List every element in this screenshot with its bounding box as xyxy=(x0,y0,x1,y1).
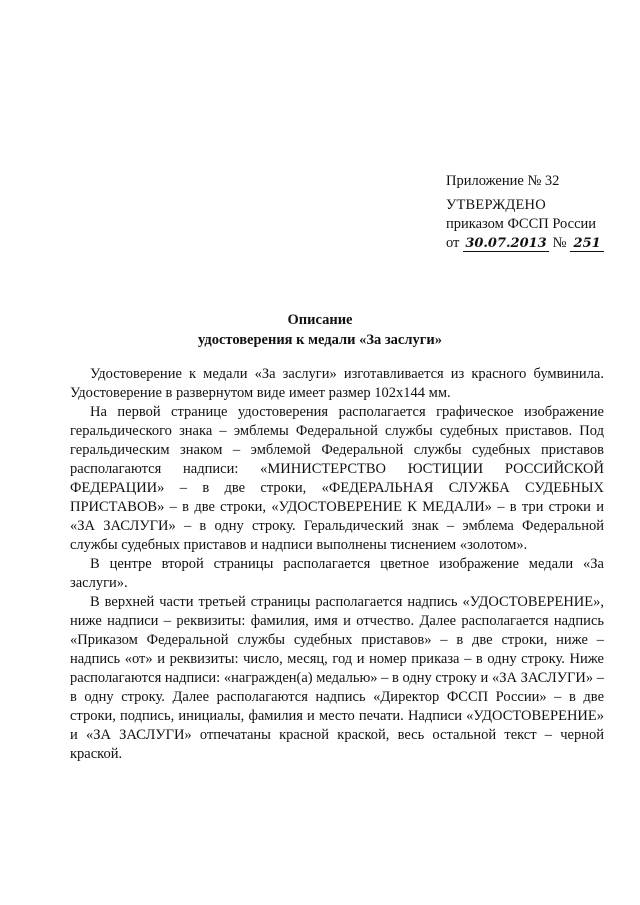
order-line: приказом ФССП России xyxy=(446,216,597,232)
document-title xyxy=(0,310,640,350)
document-body xyxy=(70,365,604,764)
title-line-1: Описание xyxy=(287,312,353,328)
order-date-line xyxy=(446,234,604,253)
approved-stamp-text: УТВЕРЖДЕНО xyxy=(446,197,546,213)
order-date-handwritten: 30.07.2013 xyxy=(463,237,549,252)
paragraph: В верхней части третьей страницы располагается надпись «УДОСТОВЕРЕНИЕ», ниже надписи – реквизиты: фамилия, имя и отчество. Далее располагается надпись «Приказом Федеральной службы судебных приставов» – в две строки, ниже – надпись «от» и реквизиты: число, месяц, год и номер приказа – в одну строку. Ниже располагаются надписи: «награжден(а) медалью» – в одну строку и «ЗА ЗАСЛУГИ» – в одну строку. Далее располагаются надпись «Директор ФССП России» – в две строки, подпись, инициалы, фамилия и место печати. Надписи «УДОСТОВЕРЕНИЕ» и «ЗА ЗАСЛУГИ» отпечатаны красной краской, весь остальной текст – черной краской. xyxy=(70,594,604,762)
date-prefix: от xyxy=(446,235,460,251)
paragraph: На первой странице удостоверения располагается графическое изображение геральдического знака – эмблемы Федеральной службы судебных приставов. Под геральдическим знаком – эмблемой Федеральной службы судебных приставов располагаются надписи: «МИНИСТЕРСТВО ЮСТИЦИИ РОССИЙСКОЙ ФЕДЕРАЦИИ» – в две строки, «ФЕДЕРАЛЬНАЯ СЛУЖБА СУДЕБНЫХ ПРИСТАВОВ» – в две строки, «УДОСТОВЕРЕНИЕ К МЕДАЛИ» – в три строки и «ЗА ЗАСЛУГИ» – в одну строку. Геральдический знак – эмблема Федеральной службы судебных приставов и надписи выполнены тиснением «золотом». xyxy=(70,404,604,553)
order-number-handwritten: 251 xyxy=(570,237,604,252)
approval-block xyxy=(446,196,604,253)
number-prefix: № xyxy=(552,235,567,251)
paragraph: В центре второй страницы располагается цветное изображение медали «За заслуги». xyxy=(70,556,604,591)
title-line-2: удостоверения к медали «За заслуги» xyxy=(198,332,442,348)
appendix-label: Приложение № 32 xyxy=(446,173,560,189)
paragraph: Удостоверение к медали «За заслуги» изготавливается из красного бумвинила. Удостоверение в развернутом виде имеет размер 102х144 мм. xyxy=(70,366,604,401)
